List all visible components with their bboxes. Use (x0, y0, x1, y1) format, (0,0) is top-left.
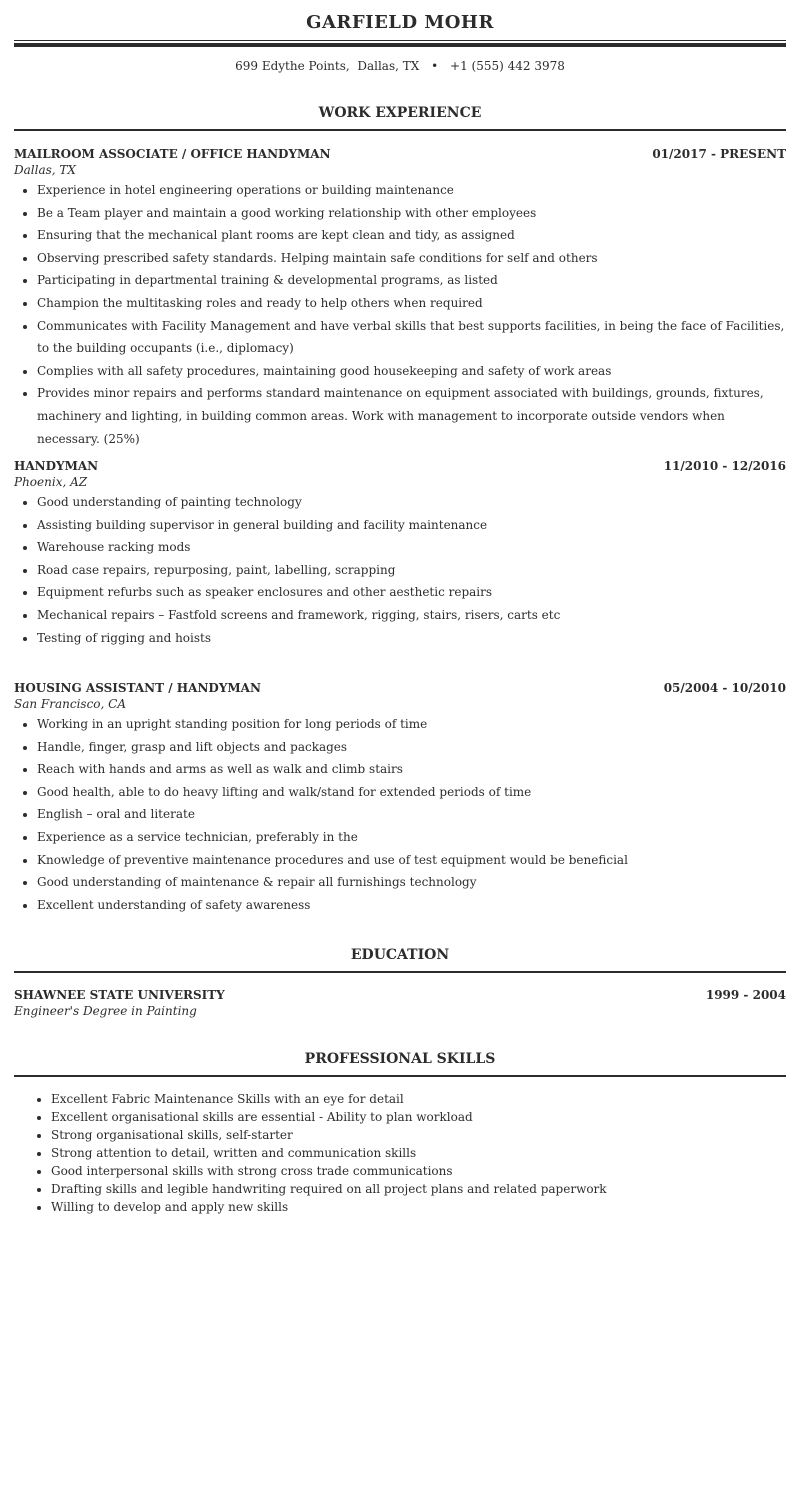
list-item: • Complies with all safety procedures, maintaining good housekeeping and safety of work areas (37, 360, 786, 383)
contact-phone: +1 (555) 442 3978 (450, 59, 565, 73)
list-item: • Warehouse racking mods (37, 536, 786, 559)
list-item: • Excellent organisational skills are essential - Ability to plan workload (51, 1108, 786, 1126)
degree: Engineer's Degree in Painting (14, 1004, 197, 1018)
list-item: • Testing of rigging and hoists (37, 627, 786, 650)
list-item: • Working in an upright standing position for long periods of time (37, 713, 786, 736)
job-title: HOUSING ASSISTANT / HANDYMAN (14, 681, 261, 695)
list-item: • Provides minor repairs and performs standard maintenance on equipment associated with buildings, grounds, fixtures, machinery and lighting, in building common areas. Work with management to incorporate outside vendors when necessary. (25%) (37, 382, 786, 450)
list-item: • Good understanding of maintenance & repair all furnishings technology (37, 871, 786, 894)
job-dates: 11/2010 - 12/2016 (663, 459, 786, 473)
job-dates: 05/2004 - 10/2010 (663, 681, 786, 695)
education-dates: 1999 - 2004 (705, 988, 786, 1002)
job-dates: 01/2017 - PRESENT (652, 147, 786, 161)
header-rule-thick (14, 43, 786, 47)
section-title-skills: PROFESSIONAL SKILLS (304, 1051, 496, 1067)
job-bullets (14, 179, 786, 450)
list-item: • Experience as a service technician, preferably in the (37, 826, 786, 849)
list-item: • Be a Team player and maintain a good working relationship with other employees (37, 202, 786, 225)
list-item: • Participating in departmental training & developmental programs, as listed (37, 269, 786, 292)
list-item: • Good interpersonal skills with strong cross trade communications (51, 1162, 786, 1180)
job-header (14, 146, 786, 162)
job-title: HANDYMAN (14, 459, 99, 473)
contact-separator: • (431, 59, 439, 73)
list-item: • Good health, able to do heavy lifting and walk/stand for extended periods of time (37, 781, 786, 804)
job-header (14, 680, 786, 696)
list-item: • Assisting building supervisor in general building and facility maintenance (37, 514, 786, 537)
list-item: • Excellent understanding of safety awareness (37, 894, 786, 917)
skills-list-wrapper (14, 1090, 786, 1216)
job-location: Dallas, TX (14, 163, 76, 177)
school-name: SHAWNEE STATE UNIVERSITY (14, 988, 225, 1002)
list-item: • Mechanical repairs – Fastfold screens and framework, rigging, stairs, risers, carts etc (37, 604, 786, 627)
contact-line (14, 59, 786, 73)
job-bullets (14, 491, 786, 649)
contact-address: 699 Edythe Points, (235, 59, 350, 73)
job-header (14, 458, 786, 474)
job-entry (14, 458, 786, 649)
list-item: • Equipment refurbs such as speaker enclosures and other aesthetic repairs (37, 581, 786, 604)
work-experience-section (14, 104, 786, 131)
candidate-name: GARFIELD MOHR (306, 12, 494, 33)
contact-city: Dallas, TX (357, 59, 420, 73)
job-entry (14, 680, 786, 916)
list-item: • Strong organisational skills, self-starter (51, 1126, 786, 1144)
skills-list (14, 1090, 786, 1216)
header-rule-thin (14, 40, 786, 41)
list-item: • Communicates with Facility Management and have verbal skills that best supports facilities, in being the face of Facilities, to the building occupants (i.e., diplomacy) (37, 315, 786, 360)
skills-section (14, 1050, 786, 1077)
list-item: • Drafting skills and legible handwriting required on all project plans and related paperwork (51, 1180, 786, 1198)
list-item: • Strong attention to detail, written and communication skills (51, 1144, 786, 1162)
list-item: • Reach with hands and arms as well as walk and climb stairs (37, 758, 786, 781)
section-rule-work (14, 129, 786, 131)
job-bullets (14, 713, 786, 916)
list-item: • Knowledge of preventive maintenance procedures and use of test equipment would be beneficial (37, 849, 786, 872)
list-item: • Excellent Fabric Maintenance Skills with an eye for detail (51, 1090, 786, 1108)
section-rule-skills (14, 1075, 786, 1077)
education-header (14, 987, 786, 1003)
list-item: • Observing prescribed safety standards. Helping maintain safe conditions for self and others (37, 247, 786, 270)
list-item: • Good understanding of painting technology (37, 491, 786, 514)
list-item: • Champion the multitasking roles and ready to help others when required (37, 292, 786, 315)
list-item: • English – oral and literate (37, 803, 786, 826)
job-location: Phoenix, AZ (14, 475, 88, 489)
list-item: • Willing to develop and apply new skills (51, 1198, 786, 1216)
education-section (14, 946, 786, 973)
list-item: • Ensuring that the mechanical plant rooms are kept clean and tidy, as assigned (37, 224, 786, 247)
list-item: • Experience in hotel engineering operations or building maintenance (37, 179, 786, 202)
job-title: MAILROOM ASSOCIATE / OFFICE HANDYMAN (14, 147, 331, 161)
job-entry (14, 146, 786, 450)
list-item: • Handle, finger, grasp and lift objects and packages (37, 736, 786, 759)
education-entry (14, 987, 786, 1019)
list-item: • Road case repairs, repurposing, paint, labelling, scrapping (37, 559, 786, 582)
job-location: San Francisco, CA (14, 697, 127, 711)
section-title-education: EDUCATION (350, 947, 450, 963)
section-rule-education (14, 971, 786, 973)
section-title-work: WORK EXPERIENCE (318, 105, 482, 121)
